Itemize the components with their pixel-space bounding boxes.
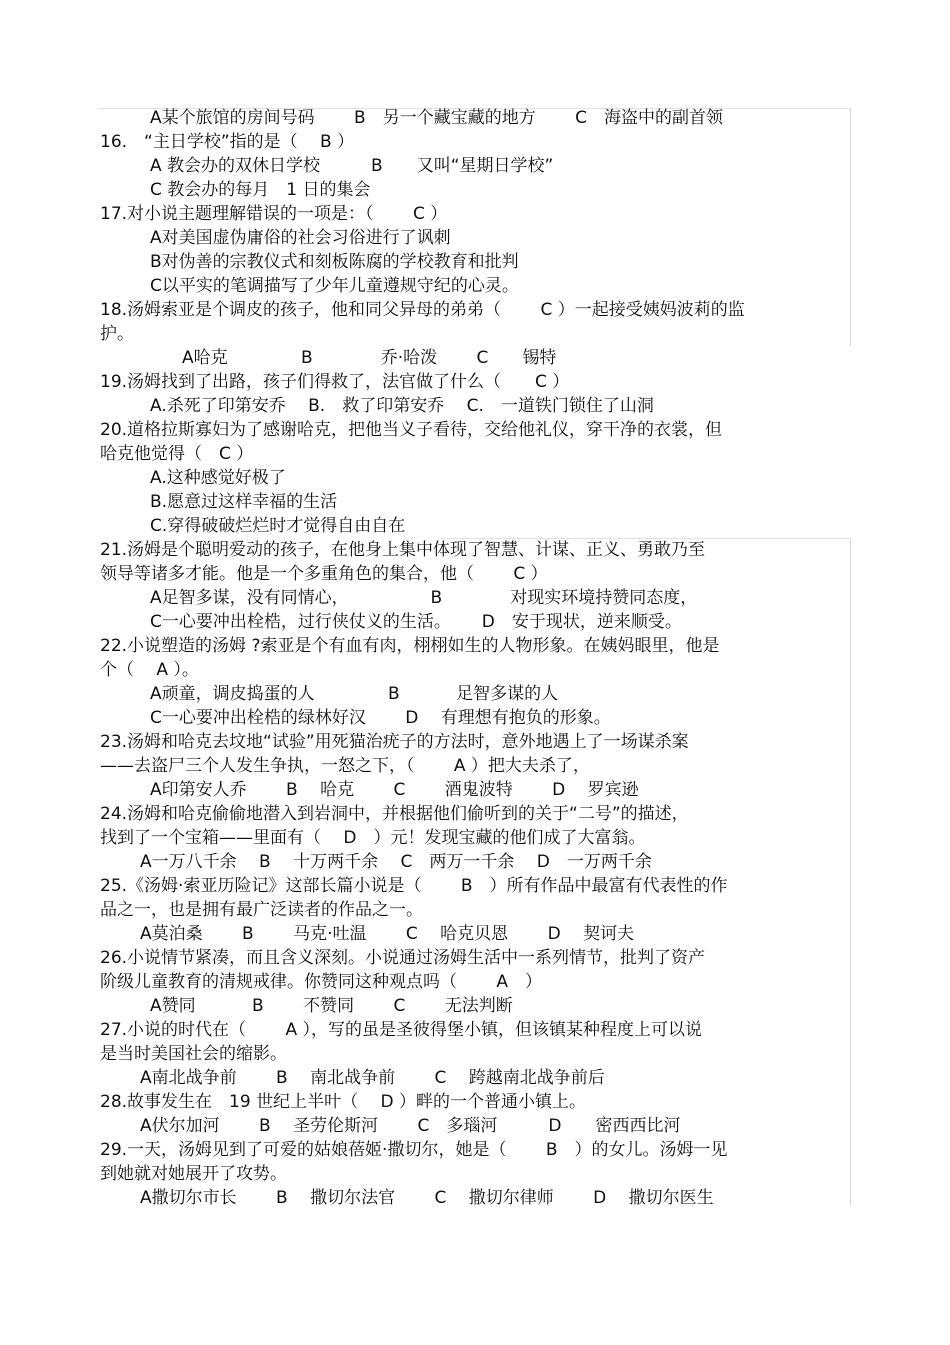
text-line: 领导等诸多才能。他是一个多重角色的集合，他（ C ） bbox=[100, 564, 548, 584]
text-line: 20.道格拉斯寡妇为了感谢哈克，把他当义子看待，交给他礼仪，穿干净的衣裳，但 bbox=[100, 420, 723, 440]
text-line: A一万八千余 B 十万两千余 C 两万一千余 D 一万两千余 bbox=[140, 852, 652, 872]
text-line: A.这种感觉好极了 bbox=[150, 468, 286, 488]
text-line: 23.汤姆和哈克去坟地“试验”用死猫治疣子的方法时，意外地遇上了一场谋杀案 bbox=[100, 732, 689, 752]
text-line: 28.故事发生在 19 世纪上半叶（ D ）畔的一个普通小镇上。 bbox=[100, 1092, 586, 1112]
text-line: C一心要冲出栓梏，过行侠仗义的生活。 D 安于现状，逆来顺受。 bbox=[150, 612, 682, 632]
text-line: 21.汤姆是个聪明爱动的孩子，在他身上集中体现了智慧、计谋、正义、勇敢乃至 bbox=[100, 540, 706, 560]
text-line: A.杀死了印第安乔 B. 救了印第安乔 C. 一道铁门锁住了山洞 bbox=[150, 396, 654, 416]
text-line: 哈克他觉得（ C ） bbox=[100, 444, 254, 464]
page-right-rule-upper bbox=[850, 108, 851, 346]
text-line: A赞同 B 不赞同 C 无法判断 bbox=[150, 996, 513, 1016]
text-line: A某个旅馆的房间号码 B 另一个藏宝藏的地方 C 海盗中的副首领 bbox=[150, 108, 723, 128]
text-line: 27.小说的时代在（ A ），写的虽是圣彼得堡小镇，但该镇某种程度上可以说 bbox=[100, 1020, 702, 1040]
text-line: 25.《汤姆·索亚历险记》这部长篇小说是（ B ）所有作品中最富有代表性的作 bbox=[100, 876, 728, 896]
text-line: 22.小说塑造的汤姆 ?索亚是个有血有肉，栩栩如生的人物形象。在姨妈眼里，他是 bbox=[100, 636, 720, 656]
text-line: A莫泊桑 B 马克·吐温 C 哈克贝恩 D 契诃夫 bbox=[140, 924, 635, 944]
text-line: 26.小说情节紧凑，而且含义深刻。小说通过汤姆生活中一系列情节，批判了资产 bbox=[100, 948, 706, 968]
text-line: 阶级儿童教育的清规戒律。你赞同这种观点吗（ A ） bbox=[100, 972, 543, 992]
text-line: B对伪善的宗教仪式和刻板陈腐的学校教育和批判 bbox=[150, 252, 519, 272]
text-line: A南北战争前 B 南北战争前 C 跨越南北战争前后 bbox=[140, 1068, 605, 1088]
text-line: A 教会办的双休日学校 B 又叫“星期日学校” bbox=[150, 156, 554, 176]
text-line: C 教会办的每月 1 日的集会 bbox=[150, 180, 371, 200]
text-line: A足智多谋，没有同情心， B 对现实环境持赞同态度， bbox=[150, 588, 698, 608]
text-line: A顽童，调皮捣蛋的人 B 足智多谋的人 bbox=[150, 684, 559, 704]
text-line: 17.对小说主题理解错误的一项是：（ C ） bbox=[100, 204, 448, 224]
text-line: A对美国虚伪庸俗的社会习俗进行了讽刺 bbox=[150, 228, 451, 248]
text-line: ——去盗尸三个人发生争执，一怒之下，（ A ）把大夫杀了， bbox=[100, 756, 590, 776]
text-line: C.穿得破破烂烂时才觉得自由自在 bbox=[150, 516, 406, 536]
text-line: 24.汤姆和哈克偷偷地潜入到岩洞中，并根据他们偷听到的关于“二号”的描述， bbox=[100, 804, 689, 824]
text-line: 品之一，也是拥有最广泛读者的作品之一。 bbox=[100, 900, 423, 920]
text-line: C一心要冲出栓梏的绿林好汉 D 有理想有抱负的形象。 bbox=[150, 708, 611, 728]
text-line: 个（ A ）。 bbox=[100, 660, 199, 680]
text-line: A伏尔加河 B 圣劳伦斯河 C 多瑙河 D 密西西比河 bbox=[140, 1116, 681, 1136]
text-line: A撒切尔市长 B 撒切尔法官 C 撒切尔律师 D 撒切尔医生 bbox=[140, 1188, 714, 1208]
text-line: 护。 bbox=[100, 324, 134, 344]
text-line: 是当时美国社会的缩影。 bbox=[100, 1044, 287, 1064]
page-right-rule-lower bbox=[850, 538, 851, 1206]
text-line: 18.汤姆索亚是个调皮的孩子，他和同父异母的弟弟（ C ）一起接受姨妈波莉的监 bbox=[100, 300, 745, 320]
text-line: 找到了一个宝箱——里面有（ D ）元！发现宝藏的他们成了大富翁。 bbox=[100, 828, 646, 848]
text-line: A哈克 B 乔·哈泼 C 锡特 bbox=[182, 348, 557, 368]
text-line: C以平实的笔调描写了少年儿童遵规守纪的心灵。 bbox=[150, 276, 519, 296]
text-line: B.愿意过这样幸福的生活 bbox=[150, 492, 338, 512]
text-line: 到她就对她展开了攻势。 bbox=[100, 1164, 287, 1184]
text-line: 19.汤姆找到了出路，孩子们得救了，法官做了什么（ C ） bbox=[100, 372, 570, 392]
text-line: 16. “主日学校”指的是（ B ） bbox=[100, 132, 355, 152]
text-line: 29.一天，汤姆见到了可爱的姑娘蓓姬·撒切尔，她是（ B ）的女儿。汤姆一见 bbox=[100, 1140, 728, 1160]
text-line: A印第安人乔 B 哈克 C 酒鬼波特 D 罗宾逊 bbox=[150, 780, 639, 800]
